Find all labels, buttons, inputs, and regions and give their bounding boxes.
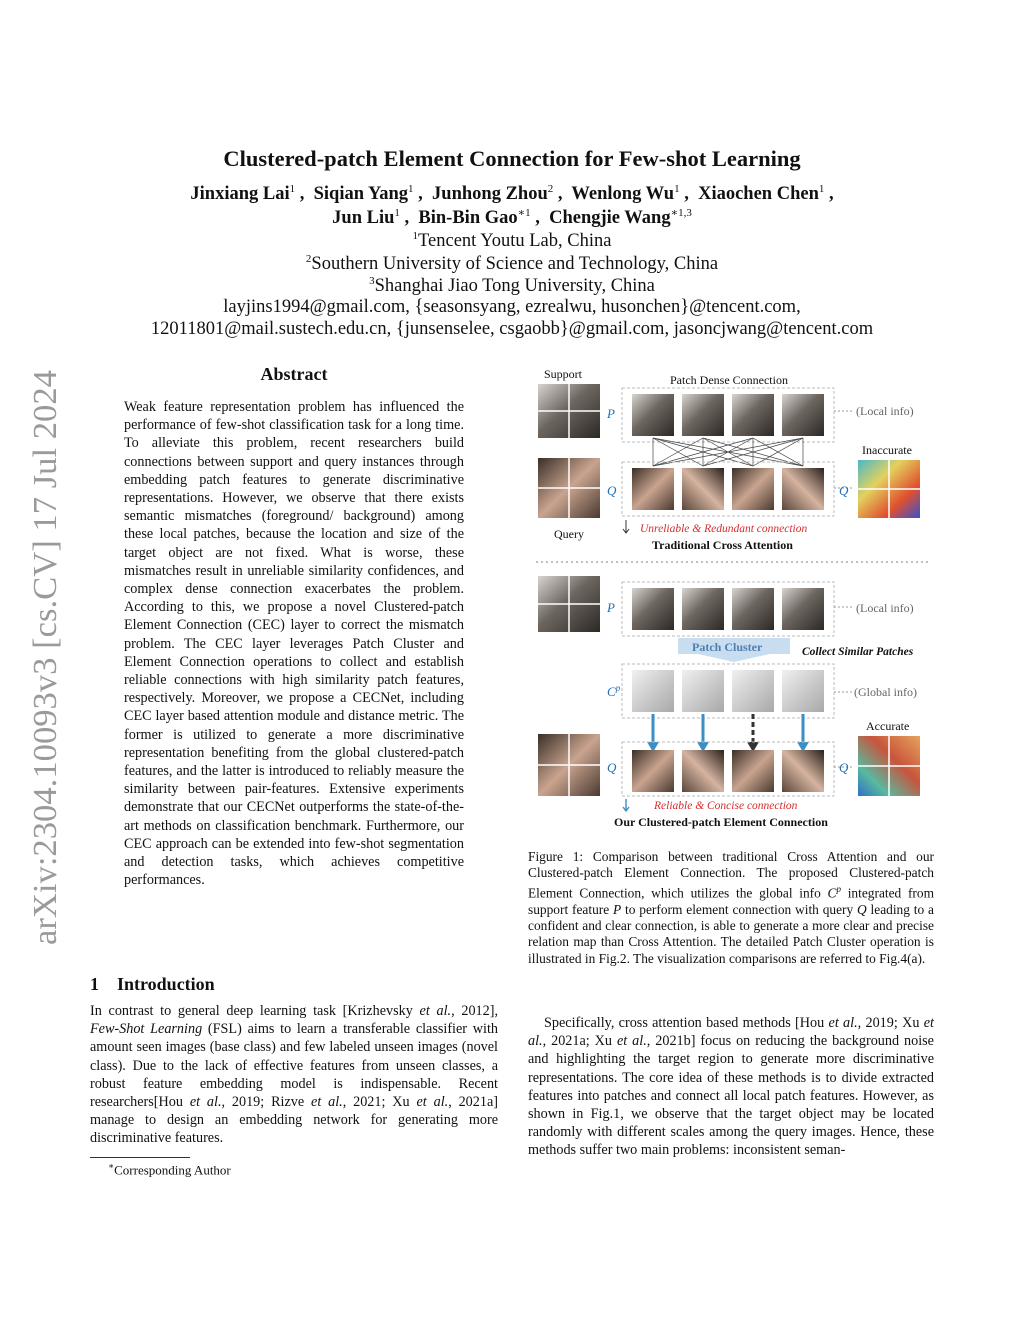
footnote: ∗Corresponding Author bbox=[108, 1161, 231, 1178]
unreliable-label: Unreliable & Redundant connection bbox=[640, 523, 808, 535]
ours-label: Our Clustered-patch Element Connection bbox=[614, 815, 828, 829]
author: Wenlong Wu bbox=[571, 184, 675, 205]
feature-p-bottom: P bbox=[607, 600, 615, 615]
paper-title: Clustered-patch Element Connection for Few-shot Learning bbox=[223, 146, 801, 171]
query-label: Query bbox=[554, 527, 584, 541]
author: Jinxiang Lai bbox=[190, 184, 290, 205]
figure-1 bbox=[528, 362, 938, 834]
local-info-label-bottom: (Local info) bbox=[856, 601, 914, 615]
local-info-label-top: (Local info) bbox=[856, 404, 914, 418]
feature-p-top: P bbox=[607, 406, 615, 421]
feature-q-top: Q bbox=[607, 483, 617, 498]
svg-text:Patch Cluster: Patch Cluster bbox=[692, 640, 763, 654]
query-patches-bottom bbox=[632, 750, 824, 792]
email-line-1: layjins1994@gmail.com, {seasonsyang, ezrealwu, husonchen}@tencent.com, bbox=[223, 297, 801, 317]
arxiv-stamp-text: arXiv:2304.10093v3 [cs.CV] 17 Jul 2024 bbox=[27, 380, 64, 945]
feature-q-bottom: Q bbox=[607, 760, 617, 775]
figure-1-caption: Figure 1: Comparison between traditional Cross Attention and our Clustered-patch Element Connection. The proposed Clustered-patch Element Connection, which utilizes the global info $C^p$ integrated from support feature P to perform element connection with query Q leading to a confident and clear connection, is able to generate a more clear and precise relation map than Cross Attention. The detailed Patch Cluster operation is illustrated in Fig.2. The visualization comparisons are referred to Fig.4(a). bbox=[528, 849, 934, 966]
collect-label: Collect Similar Patches bbox=[802, 646, 914, 658]
author: Siqian Yang bbox=[313, 184, 409, 205]
query-image-bottom bbox=[538, 734, 600, 796]
section-heading-introduction: 1 Introduction bbox=[90, 974, 215, 994]
author: Chengjie Wang bbox=[549, 208, 671, 229]
author: Xiaochen Chen bbox=[698, 184, 819, 205]
footnote-rule bbox=[90, 1157, 190, 1158]
introduction-paragraph: In contrast to general deep learning task [Krizhevsky et al., 2012], Few-Shot Learning (FSL) aims to learn a transferable classifier with amount seen images (base class) and few labeled unseen images (novel class). Due to the lack of effective features from unseen classes, a robust feature embedding model is indispensable. Recent researchers[Hou et al., 2019; Rizve et al., 2021; Xu et al., 2021a] manage to design an embedding network for generating more discriminative features. bbox=[90, 1003, 499, 1147]
feature-q-bottom-right: Q bbox=[839, 760, 849, 775]
author: Junhong Zhou bbox=[432, 184, 548, 205]
patch-cluster-box bbox=[678, 638, 790, 662]
support-image-bottom bbox=[538, 576, 600, 632]
clustered-patches bbox=[632, 670, 824, 712]
support-image bbox=[538, 384, 600, 438]
affiliation-2: $^2$Southern University of Science and Technology, China bbox=[305, 253, 719, 275]
accurate-label: Accurate bbox=[866, 719, 910, 733]
traditional-label: Traditional Cross Attention bbox=[652, 538, 793, 552]
author: Bin-Bin Gao bbox=[418, 208, 518, 229]
authors-line-1: Jinxiang Lai$^1$ , Siqian Yang$^1$ , Junhong Zhou$^2$ , Wenlong Wu$^1$ , Xiaochen Chen$^1$ , bbox=[190, 183, 834, 205]
support-label: Support bbox=[544, 367, 583, 381]
inaccurate-label: Inaccurate bbox=[862, 443, 912, 457]
feature-cp: $C^p$ bbox=[607, 683, 621, 699]
support-patches-bottom bbox=[632, 588, 824, 630]
reliable-label: Reliable & Concise connection bbox=[654, 800, 798, 812]
right-column-paragraph: Specifically, cross attention based methods [Hou et al., 2019; Xu et al., 2021a; Xu et al., 2021b] focus on reducing the background noise and highlighting the target region to generate more discriminative representations. The core idea of these methods is to divide extracted features into patches and connect all local patch features. However, as shown in Fig.1, we observe that the target object may be located randomly with different scales among the query images. Hence, these methods suffer two main problems: inconsistent seman- bbox=[528, 1015, 934, 1159]
author: Jun Liu bbox=[332, 208, 395, 229]
inaccurate-heatmap bbox=[858, 460, 920, 518]
arxiv-stamp bbox=[20, 365, 70, 945]
query-image-top bbox=[538, 458, 600, 518]
email-line-2: 12011801@mail.sustech.edu.cn, {junsenselee, csgaobb}@gmail.com, jasoncjwang@tencent.com bbox=[150, 319, 874, 339]
affiliation-1: $^1$Tencent Youtu Lab, China bbox=[412, 230, 612, 252]
support-patches-top bbox=[632, 394, 824, 436]
global-info-label: (Global info) bbox=[854, 685, 917, 699]
accurate-heatmap bbox=[858, 736, 920, 796]
element-connection-arrows bbox=[647, 714, 809, 752]
authors-line-2: Jun Liu$^1$ , Bin-Bin Gao$^{∗1}$ , Chengjie Wang$^{∗1,3}$ bbox=[332, 207, 692, 229]
query-patches-top bbox=[632, 468, 824, 510]
abstract-body: Weak feature representation problem has influenced the performance of few-shot classification task for a long time. To alleviate this problem, recent researchers build connections between support and query instances through embedding patch features to generate discriminative representations. However, we observe that there exists semantic mismatches (foreground/ background) among these local patches, because the location and size of the target object are not fixed. What is worse, these mismatches result in unreliable similarity confidences, and complex dense connection exacerbates the problem. According to this, we propose a novel Clustered-patch Element Connection (CEC) layer to correct the mismatch problem. The CEC layer leverages Patch Cluster and Element Connection operations to collect and establish reliable connections with high similarity patch features, respectively. Moreover, we propose a CECNet, including CEC layer based attention module and distance metric. The former is utilized to generate a more discriminative representation benefiting from the global clustered-patch features, and the latter is introduced to reliably measure the similarity between pair-features. Extensive experiments demonstrate that our CECNet outperforms the state-of-the-art methods on classification benchmark. Furthermore, our CEC approach can be extended into few-shot segmentation and detection tasks, which achieves competitive performances. bbox=[124, 399, 464, 889]
feature-q-top-right: Q bbox=[839, 483, 849, 498]
affiliation-3: $^3$Shanghai Jiao Tong University, China bbox=[369, 275, 655, 297]
abstract-heading: Abstract bbox=[260, 364, 328, 384]
patch-dense-label: Patch Dense Connection bbox=[670, 373, 788, 387]
